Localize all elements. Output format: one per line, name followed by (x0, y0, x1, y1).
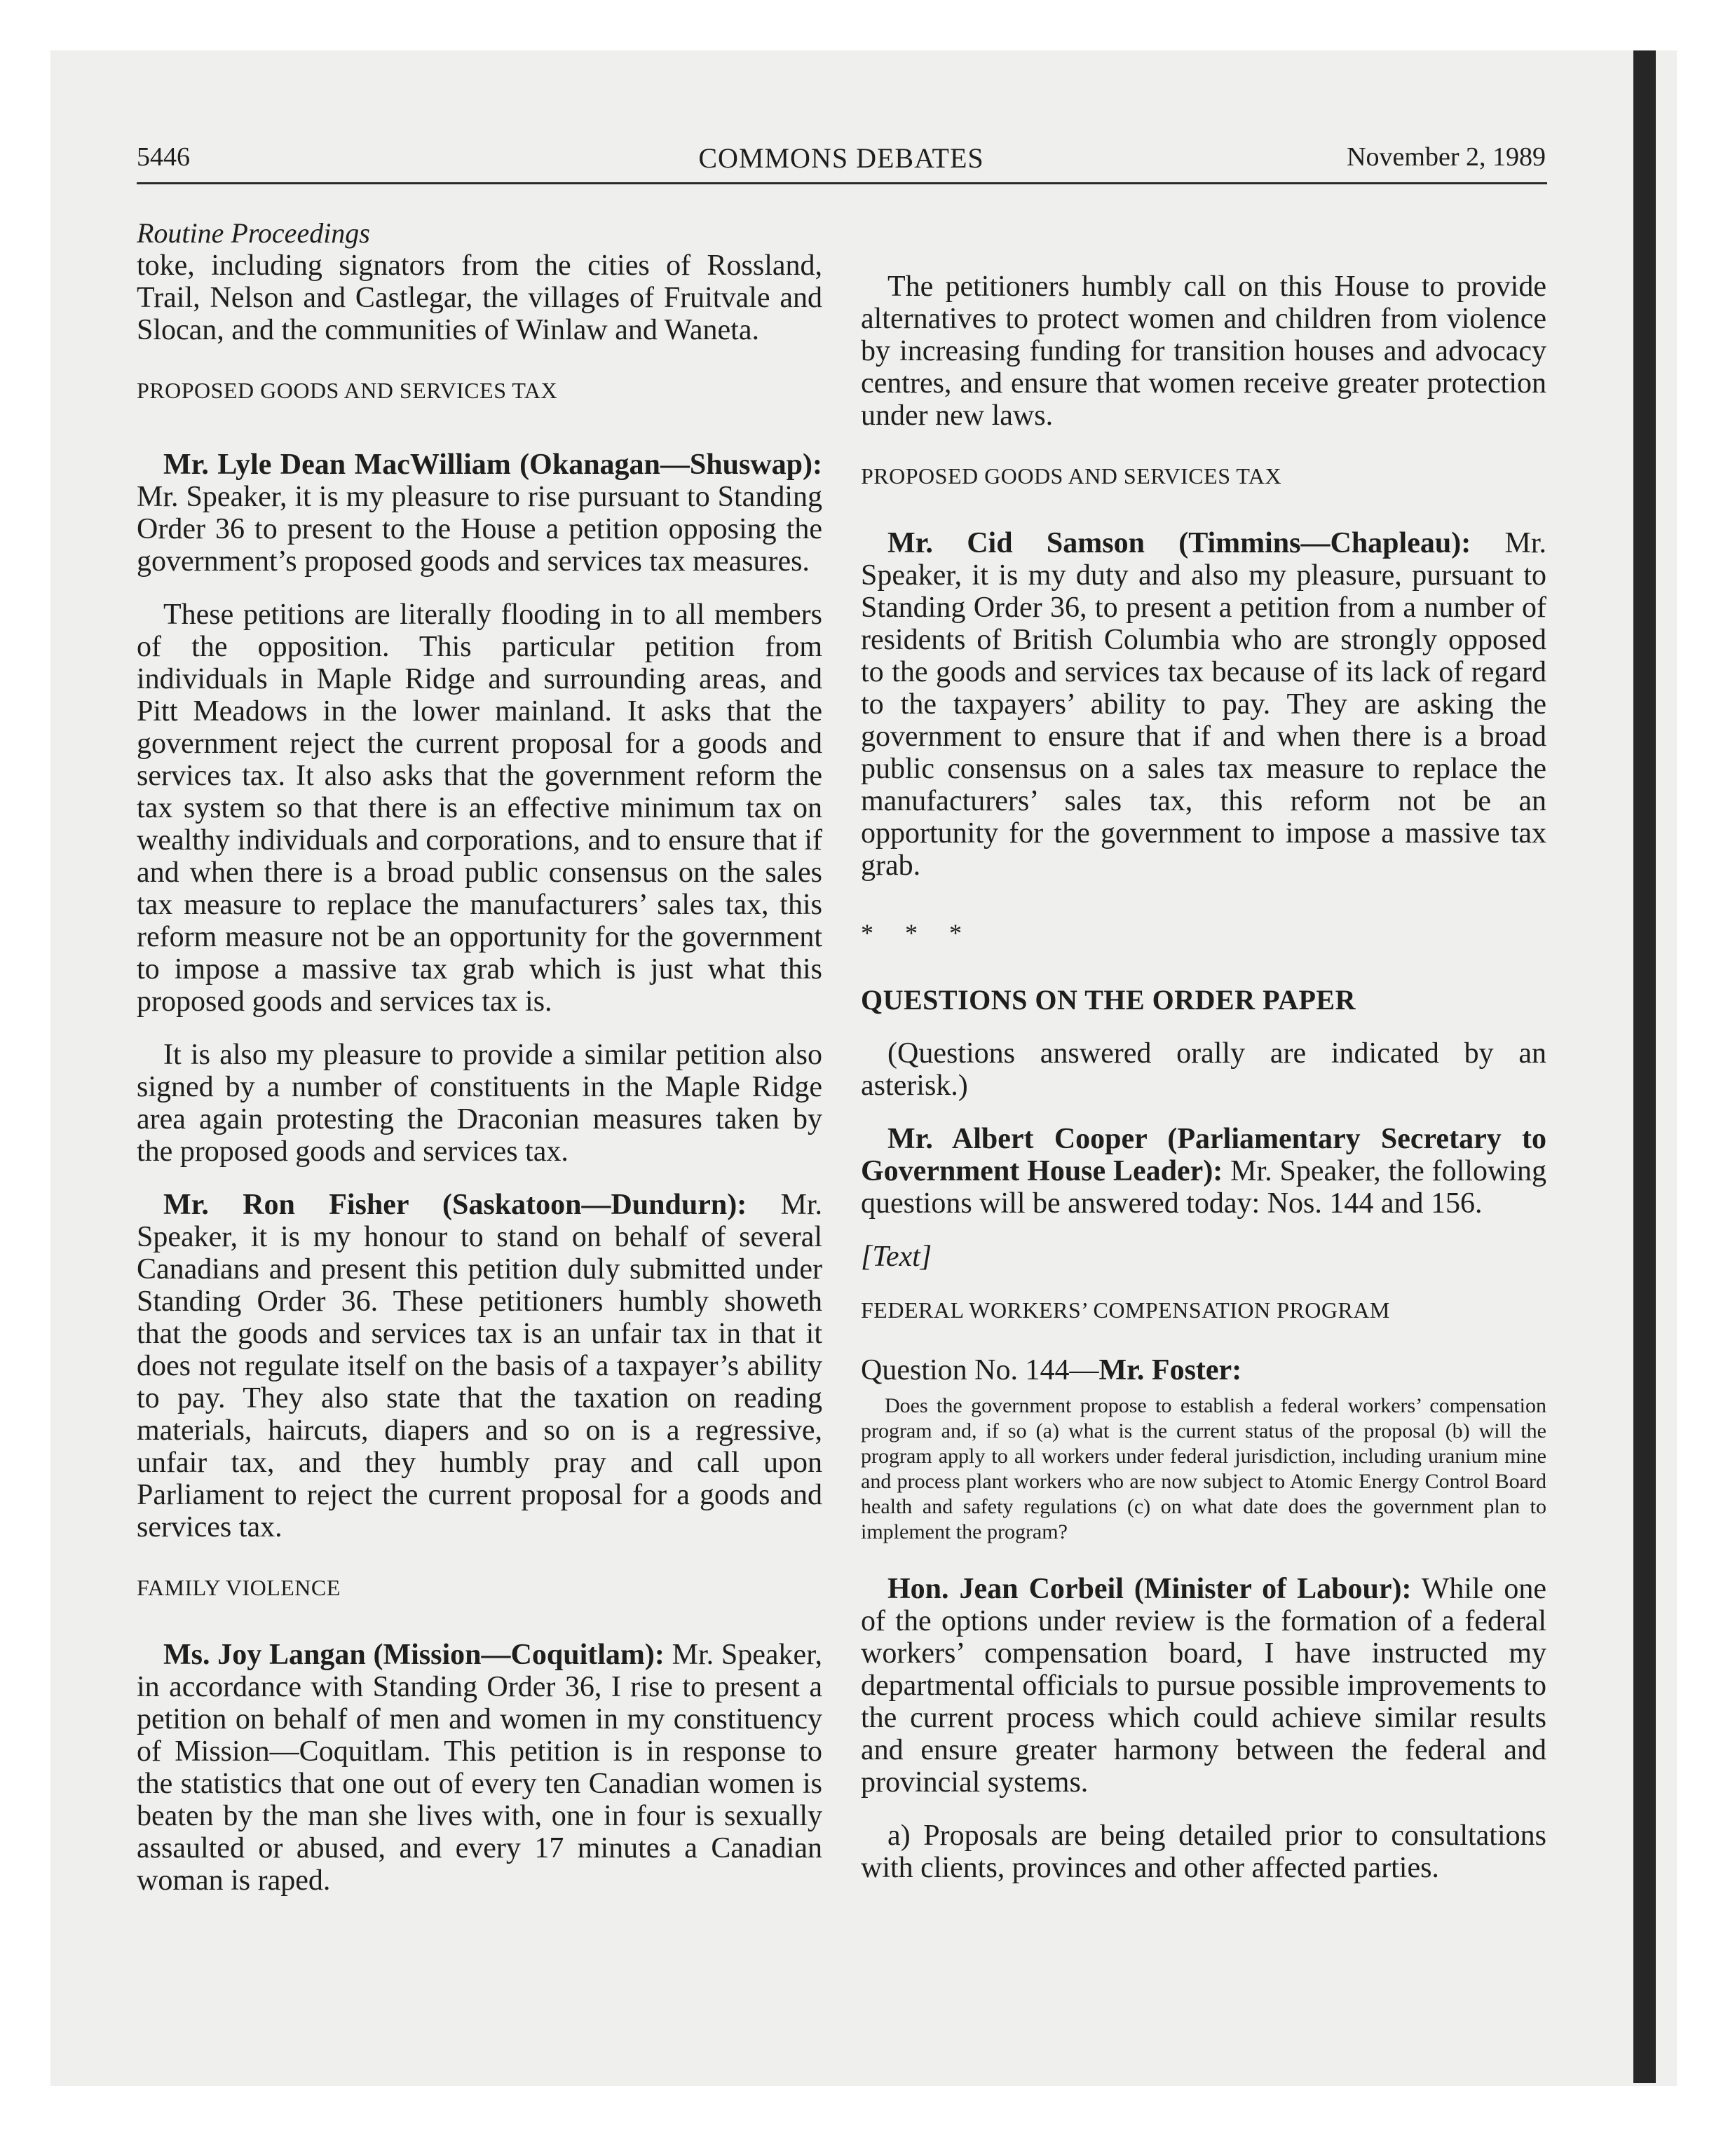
section-heading: QUESTIONS ON THE ORDER PAPER (861, 984, 1356, 1016)
speaker-name: Hon. Jean Corbeil (Minister of Labour): (887, 1573, 1412, 1605)
speaker-name: Mr. Ron Fisher (Saskatoon—Dundurn): (163, 1189, 747, 1221)
section-separator: * * * (861, 919, 974, 947)
paragraph: a) Proposals are being detailed prior to consultations with clients, provinces and other affected parties. (861, 1820, 1546, 1884)
publication-date: November 2, 1989 (1347, 142, 1546, 172)
speaker-name: Mr. Cid Samson (Timmins—Chapleau): (887, 527, 1471, 559)
speech-paragraph (137, 1639, 822, 1897)
subheading: FAMILY VIOLENCE (137, 1575, 341, 1600)
speech-text: Mr. Speaker, it is my pleasure to rise pursuant to Standing Order 36 to present to the House a petition opposing the government’s proposed goods and services tax measures. (137, 481, 822, 578)
question-label: Question No. 144— (861, 1354, 1099, 1386)
question-text: Does the government propose to establish a federal workers’ compensation program and, if so (a) what is the current status of the proposal (b) will the program apply to all workers under federal jurisdiction, including uranium mine and process plant workers who are now subject to Atomic Energy Control Board health and safety regulations (c) on what date does the government plan to implement the program? (861, 1394, 1546, 1543)
speech-text: While one of the options under review is the formation of a federal workers’ compensation board, I have instructed my departmental officials to pursue possible improvements to the current process which could achieve similar results and ensure greater harmony between the federal and provincial systems. (861, 1573, 1546, 1799)
speech-paragraph (861, 1123, 1546, 1220)
speech-paragraph (137, 449, 822, 578)
paragraph: It is also my pleasure to provide a similar petition also signed by a number of constituents in the Maple Ridge area again protesting the Draconian measures taken by the proposed goods and services tax. (137, 1039, 822, 1168)
subheading: PROPOSED GOODS AND SERVICES TAX (861, 463, 1282, 489)
paragraph: (Questions answered orally are indicated by an asterisk.) (861, 1037, 1546, 1102)
speech-text: Mr. Speaker, it is my duty and also my pleasure, pursuant to Standing Order 36, to present a petition from a number of residents of British Columbia who are strongly opposed to the goods and services tax because of its lack of regard to the taxpayers’ ability to pay. They are asking the government to ensure that if and when there is a broad public consensus on a sales tax measure to replace the manufacturers’ sales tax, this reform not be an opportunity for the government to impose a massive tax grab. (861, 527, 1547, 882)
question-member: Mr. Foster: (1098, 1354, 1242, 1386)
question-line (861, 1354, 1546, 1386)
speech-text: Mr. Speaker, in accordance with Standing Order 36, I rise to present a petition on behalf of men and women in my constituency of Mission—Coquitlam. This petition is in response to the statistics that one out of every ten Canadian women is beaten by the man she lives with, one in four is sexually assaulted or abused, and every 17 minutes a Canadian woman is raped. (137, 1639, 822, 1897)
subheading: FEDERAL WORKERS’ COMPENSATION PROGRAM (861, 1297, 1390, 1323)
speaker-name: Mr. Lyle Dean MacWilliam (Okanagan—Shuswap): (163, 449, 822, 481)
text-marker: [Text] (861, 1241, 932, 1273)
speech-paragraph (861, 1573, 1546, 1799)
speech-text: Mr. Speaker, it is my honour to stand on behalf of several Canadians and present this petition duly submitted under Standing Order 36. These petitioners humbly showeth that the goods and services tax is an unfair tax in that it does not regulate itself on the basis of a taxpayer’s ability to pay. They also state that the taxation on reading materials, haircuts, diapers and so on is a regressive, unfair tax, and they humbly pray and call upon Parliament to reject the current proposal for a goods and services tax. (137, 1189, 822, 1543)
paragraph: These petitions are literally flooding in to all members of the opposition. This particular petition from individuals in Maple Ridge and surrounding areas, and Pitt Meadows in the lower mainland. It asks that the government reject the current proposal for a goods and services tax. It also asks that the government reform the tax system so that there is an effective minimum tax on wealthy individuals and corporations, and to ensure that if and when there is a broad public consensus on the sales tax measure to replace the manufacturers’ sales tax, this reform measure not be an opportunity for the government to impose a massive tax grab which is just what this proposed goods and services tax is. (137, 599, 822, 1018)
right-column (861, 217, 1546, 1884)
speech-text: Mr. Speaker, the following questions will be answered today: Nos. 144 and 156. (861, 1155, 1546, 1220)
header-rule (137, 182, 1547, 184)
page-header (137, 142, 1546, 184)
page-number: 5446 (137, 142, 190, 172)
speech-paragraph (861, 527, 1546, 882)
section-title: Routine Proceedings (137, 217, 370, 249)
speech-paragraph (137, 1189, 822, 1543)
paragraph: toke, including signators from the cities of Rossland, Trail, Nelson and Castlegar, the villages of Fruitvale and Slocan, and the communities of Winlaw and Waneta. (137, 250, 822, 346)
publication-title: COMMONS DEBATES (698, 142, 984, 174)
paragraph: The petitioners humbly call on this House to provide alternatives to protect women and children from violence by increasing funding for transition houses and advocacy centres, and ensure that women receive greater protection under new laws. (861, 271, 1546, 432)
speaker-name: Ms. Joy Langan (Mission—Coquitlam): (163, 1639, 665, 1671)
subheading: PROPOSED GOODS AND SERVICES TAX (137, 378, 558, 403)
speaker-name: Mr. Albert Cooper (Parliamentary Secretary to Government House Leader): (861, 1123, 1546, 1187)
binding-edge (1633, 50, 1656, 2083)
left-column (137, 217, 822, 1897)
